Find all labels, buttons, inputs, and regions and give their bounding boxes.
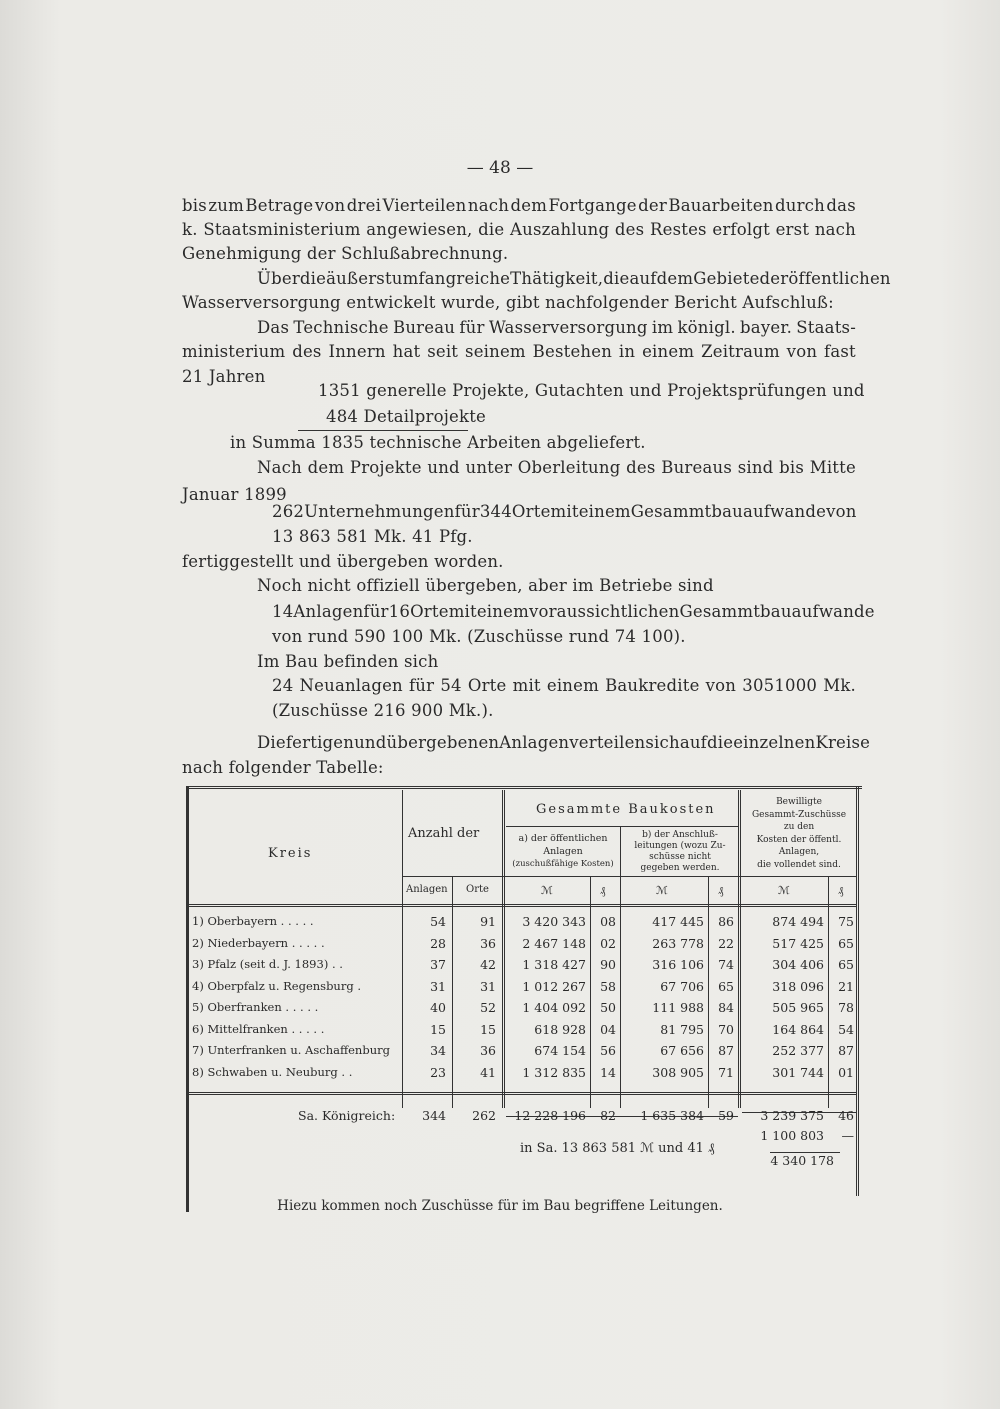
text-line-13: Januar 1899	[182, 485, 287, 504]
word: für	[459, 318, 485, 337]
distribution-table	[186, 786, 862, 1212]
head-b-line: gegeben werden.	[640, 863, 720, 873]
table-cell-b_pf: 71	[718, 1064, 734, 1080]
word: Betrage	[245, 196, 314, 215]
word: für	[409, 676, 435, 695]
table-cell-a_pf: 56	[600, 1043, 616, 1058]
unit-a-pf: ₰	[600, 884, 606, 897]
word: das	[826, 196, 856, 215]
word: Staatsministerium	[203, 220, 361, 239]
word: seinem	[465, 342, 526, 361]
word: Restes	[649, 220, 707, 239]
table-cell-z_pf: 21	[838, 978, 854, 994]
table-cell-anl: 37	[430, 957, 446, 972]
word: 3051000	[742, 676, 818, 695]
table-cell-z_m: 517 425	[772, 935, 824, 951]
word: 344	[479, 502, 512, 521]
head-b-line: schüsse nicht	[649, 852, 711, 862]
word: dem	[307, 458, 345, 477]
word: Bureaus	[661, 458, 732, 477]
table-cell-a_pf: 58	[600, 978, 616, 994]
in-summa: in Sa. 13 863 581 ℳ und 41 ₰	[520, 1141, 715, 1156]
table-cell-anl: 31	[430, 978, 446, 994]
table-cell-a_m: 1 012 267	[522, 978, 586, 994]
word: Projekte	[349, 458, 422, 477]
word: in	[618, 342, 636, 361]
word: Mk.	[823, 676, 856, 695]
text-line-12	[257, 458, 856, 477]
text-line-3: Genehmigung der Schlußabrechnung.	[182, 244, 509, 263]
table-cell-anl: 15	[430, 1021, 446, 1037]
word: Fortgange	[548, 196, 637, 215]
table-cell-a_m: 618 928	[534, 1021, 586, 1037]
word: angewiesen,	[366, 220, 473, 239]
word: unter	[465, 458, 513, 477]
table-cell-a_pf: 02	[600, 935, 616, 951]
table-cell-kreis: 1) Oberbayern . . . . .	[192, 914, 314, 928]
table-cell-z_pf: 01	[838, 1064, 854, 1080]
text-line-6	[257, 318, 856, 337]
text-line-20: Im Bau befinden sich	[257, 652, 439, 671]
word: Über	[257, 269, 300, 288]
word: mit	[512, 676, 541, 695]
table-caption: Hiezu kommen noch Zuschüsse für im Bau begriffene Leitungen.	[277, 1198, 723, 1214]
word: Bauarbeiten	[668, 196, 774, 215]
table-cell-anl: 54	[430, 914, 446, 929]
sum-rule	[298, 430, 468, 431]
col-line-a	[620, 826, 621, 1108]
word: Anlagen	[293, 602, 364, 621]
text-line-17: Noch nicht offiziell übergeben, aber im Betriebe sind	[257, 576, 714, 595]
table-cell-orte: 41	[480, 1064, 496, 1080]
word: einem	[642, 342, 695, 361]
head-anlagen: Anlagen	[406, 884, 448, 895]
word: nach	[814, 220, 856, 239]
word: öffentlichen	[788, 269, 891, 288]
word: bis	[182, 196, 207, 215]
col-line-b	[738, 790, 741, 1108]
head-orte: Orte	[466, 884, 489, 895]
head-anzahl: Anzahl der	[408, 826, 480, 841]
word: für	[363, 602, 389, 621]
word: königl.	[677, 318, 736, 337]
head-b-line: b) der Anschluß-	[642, 830, 718, 840]
word: Staats-	[796, 318, 856, 337]
text-line-1	[182, 196, 856, 215]
word: Orte	[410, 602, 449, 621]
head-b	[622, 830, 738, 874]
table-cell-z_m: 164 864	[772, 1021, 824, 1037]
text-line-19: von rund 590 100 Mk. (Zuschüsse rund 74 100).	[272, 627, 686, 646]
head-a	[506, 832, 620, 871]
table-cell-a_pf: 90	[600, 957, 616, 972]
word: Wasserversorgung	[488, 318, 648, 337]
word: von	[826, 502, 857, 521]
table-cell-z_m: 874 494	[772, 914, 824, 929]
table-cell-orte: 31	[480, 978, 496, 994]
word: bayer.	[740, 318, 793, 337]
word: fertigen	[285, 733, 355, 752]
word: nach	[467, 196, 510, 215]
table-cell-kreis: 7) Unterfranken u. Aschaffenburg	[192, 1043, 390, 1057]
total-a-pf: 82	[600, 1108, 616, 1123]
word: Die	[257, 733, 286, 752]
head-bew-line: Gesammt-Zuschüsse	[751, 809, 847, 820]
text-line-16: fertiggestellt und übergeben worden.	[182, 552, 504, 571]
word: umfangreiche	[391, 269, 511, 288]
word: k.	[182, 220, 198, 239]
table-cell-a_m: 2 467 148	[522, 935, 586, 951]
text-line-14	[272, 502, 856, 521]
table-cell-b_m: 417 445	[652, 914, 704, 929]
unit-z-pf: ₰	[838, 884, 844, 897]
table-left-border	[186, 786, 189, 1212]
table-cell-a_pf: 08	[600, 914, 616, 929]
text-line-4	[257, 269, 891, 288]
table-cell-b_pf: 70	[718, 1021, 734, 1037]
word: einem	[578, 502, 631, 521]
word: für	[454, 502, 480, 521]
unit-b-pf: ₰	[718, 884, 724, 897]
text-line-9: 1351 generelle Projekte, Gutachten und Projektsprüfungen und	[318, 381, 865, 400]
table-cell-b_m: 67 706	[660, 978, 704, 994]
word: des	[614, 220, 645, 239]
word: Vierteilen	[382, 196, 467, 215]
table-right-border	[856, 786, 859, 1196]
word: Technische	[293, 318, 389, 337]
word: dem	[510, 196, 548, 215]
total-b-mark: 1 635 384	[640, 1108, 704, 1123]
word: von	[314, 196, 346, 215]
text-line-10: 484 Detailprojekte	[326, 407, 487, 426]
table-cell-z_pf: 75	[838, 914, 854, 929]
word: Baukredite	[605, 676, 700, 695]
table-cell-z_m: 304 406	[772, 957, 824, 972]
word: mit	[550, 502, 579, 521]
word: von	[705, 676, 737, 695]
table-cell-b_m: 111 988	[652, 1000, 704, 1015]
word: Zeitraum	[701, 342, 780, 361]
word: im	[651, 318, 674, 337]
row-line-body-end	[186, 1092, 856, 1095]
head-bew-line: zu den	[783, 822, 815, 832]
head-bew-line: die vollendet sind.	[757, 859, 841, 870]
word: einem	[476, 602, 529, 621]
table-cell-z_m: 318 096	[772, 978, 824, 994]
text-line-7	[182, 342, 856, 361]
table-cell-orte: 36	[480, 935, 496, 951]
table-cell-a_m: 1 312 835	[522, 1064, 586, 1080]
word: Gebiete	[693, 269, 760, 288]
table-cell-anl: 28	[430, 935, 446, 951]
table-cell-z_m: 505 965	[772, 1000, 824, 1015]
table-cell-a_pf: 50	[600, 1000, 616, 1015]
word: von	[786, 342, 818, 361]
table-cell-z_m: 301 744	[772, 1064, 824, 1080]
unit-z-mark: ℳ	[778, 884, 790, 897]
word: voraussichtlichen	[528, 602, 680, 621]
table-cell-kreis: 2) Niederbayern . . . . .	[192, 935, 325, 950]
table-cell-a_pf: 04	[600, 1021, 616, 1037]
word: Bestehen	[532, 342, 613, 361]
table-cell-a_m: 1 318 427	[522, 957, 586, 972]
word: 24	[272, 676, 294, 695]
table-cell-orte: 52	[480, 1000, 496, 1015]
text-line-2	[182, 220, 856, 239]
table-cell-z_pf: 78	[838, 1000, 854, 1015]
text-line-5: Wasserversorgung entwickelt wurde, gibt nachfolgender Bericht Aufschluß:	[182, 293, 834, 312]
table-cell-a_m: 674 154	[534, 1043, 586, 1058]
word: Innern	[328, 342, 386, 361]
word: durch	[775, 196, 825, 215]
table-cell-orte: 15	[480, 1021, 496, 1037]
word: Bureau	[393, 318, 456, 337]
table-cell-b_m: 81 795	[660, 1021, 704, 1037]
head-bewilligte	[742, 796, 856, 871]
word: Oberleitung	[517, 458, 621, 477]
text-line-22: (Zuschüsse 216 900 Mk.).	[272, 701, 494, 720]
table-cell-anl: 23	[430, 1064, 446, 1080]
word: Orte	[467, 676, 507, 695]
word: Gesammtbauaufwande	[679, 602, 875, 621]
word: Orte	[511, 502, 551, 521]
grand-total-z: 4 340 178	[770, 1153, 834, 1168]
total-orte: 262	[472, 1108, 496, 1123]
table-cell-b_m: 67 656	[660, 1043, 704, 1058]
row-line-head-end	[186, 904, 856, 907]
table-cell-b_pf: 22	[718, 935, 734, 951]
text-line-18	[272, 602, 875, 621]
total-anlagen: 344	[422, 1108, 446, 1123]
text-line-15: 13 863 581 Mk. 41 Pfg.	[272, 527, 473, 546]
word: auf	[679, 733, 707, 752]
word: äußerst	[326, 269, 392, 288]
total-b-pf: 59	[718, 1108, 734, 1123]
total-label: Sa. Königreich:	[298, 1108, 396, 1123]
word: drei	[346, 196, 382, 215]
word: erst	[775, 220, 810, 239]
word: hat	[392, 342, 421, 361]
head-bew-line: Bewilligte	[776, 797, 822, 807]
word: die	[478, 220, 505, 239]
unit-a-mark: ℳ	[541, 884, 553, 897]
word: Unternehmungen	[304, 502, 455, 521]
table-cell-b_pf: 86	[718, 914, 734, 929]
word: Kreise	[815, 733, 871, 752]
total-z-pf: 46	[838, 1108, 854, 1123]
word: der	[759, 269, 789, 288]
table-cell-kreis: 6) Mittelfranken . . . . .	[192, 1021, 325, 1036]
table-cell-b_m: 263 778	[652, 935, 704, 951]
word: und	[427, 458, 460, 477]
total-a-mark: 12 228 196	[514, 1108, 586, 1123]
table-cell-kreis: 5) Oberfranken . . . . .	[192, 1000, 319, 1014]
word: Anlagen	[499, 733, 570, 752]
word: erfolgt	[712, 220, 770, 239]
table-cell-z_pf: 65	[838, 935, 854, 951]
word: 14	[272, 602, 294, 621]
word: Gesammtbauaufwande	[630, 502, 827, 521]
table-cell-anl: 34	[430, 1043, 446, 1058]
word: zum	[208, 196, 244, 215]
word: Nach	[257, 458, 302, 477]
table-cell-kreis: 3) Pfalz (seit d. J. 1893) . .	[192, 957, 343, 971]
table-cell-kreis: 4) Oberpfalz u. Regensburg .	[192, 978, 362, 993]
table-cell-a_pf: 14	[600, 1064, 616, 1080]
word: des	[626, 458, 656, 477]
head-b-line: leitungen (wozu Zu-	[634, 841, 726, 851]
word: einzelnen	[733, 733, 816, 752]
word: ministerium	[182, 342, 286, 361]
table-cell-z_pf: 87	[838, 1043, 854, 1058]
word: 54	[440, 676, 462, 695]
head-kreis: Kreis	[268, 846, 313, 861]
word: Mitte	[809, 458, 856, 477]
word: des	[292, 342, 322, 361]
word: dem	[656, 269, 694, 288]
row-line-subhead	[402, 876, 856, 877]
table-cell-z_pf: 65	[838, 957, 854, 972]
word: Neuanlagen	[299, 676, 403, 695]
word: fast	[824, 342, 856, 361]
table-cell-z_pf: 54	[838, 1021, 854, 1037]
table-cell-orte: 42	[480, 957, 496, 972]
head-bew-line: Anlagen,	[778, 847, 820, 857]
table-cell-anl: 40	[430, 1000, 446, 1015]
table-cell-b_m: 308 905	[652, 1064, 704, 1080]
word: Thätigkeit,	[510, 269, 604, 288]
word: seit	[427, 342, 459, 361]
text-line-11: in Summa 1835 technische Arbeiten abgeliefert.	[230, 433, 646, 452]
word: bis	[779, 458, 805, 477]
head-a-line: Anlagen	[543, 846, 583, 857]
head-a-line: (zuschußfähige Kosten)	[512, 859, 614, 869]
word: der	[638, 196, 667, 215]
table-cell-b_pf: 84	[718, 1000, 734, 1015]
word: übergebenen	[386, 733, 500, 752]
text-line-24: nach folgender Tabelle:	[182, 758, 384, 777]
table-cell-a_m: 1 404 092	[522, 1000, 586, 1015]
page-number: — 48 —	[466, 158, 534, 178]
word: einem	[546, 676, 599, 695]
word: die	[706, 733, 734, 752]
word: verteilen	[569, 733, 646, 752]
extra-z-pf: —	[841, 1128, 854, 1143]
table-cell-b_pf: 74	[718, 957, 734, 972]
word: die	[603, 269, 630, 288]
word: sich	[645, 733, 680, 752]
total-z-mark: 3 239 375	[760, 1108, 824, 1123]
word: 262	[272, 502, 305, 521]
table-cell-orte: 36	[480, 1043, 496, 1058]
table-cell-b_pf: 65	[718, 978, 734, 994]
table-cell-b_m: 316 106	[652, 957, 704, 972]
text-line-21	[272, 676, 856, 695]
table-cell-kreis: 8) Schwaben u. Neuburg . .	[192, 1064, 353, 1079]
row-line-gesammte	[506, 826, 738, 827]
word: auf	[629, 269, 657, 288]
unit-b-mark: ℳ	[656, 884, 668, 897]
table-cell-a_m: 3 420 343	[522, 914, 586, 929]
word: die	[299, 269, 327, 288]
text-line-23	[257, 733, 871, 752]
text-line-8: 21 Jahren	[182, 367, 266, 386]
table-cell-orte: 91	[480, 914, 496, 929]
table-top-rule	[186, 786, 862, 789]
table-cell-b_pf: 87	[718, 1043, 734, 1058]
extra-z-mark: 1 100 803	[760, 1128, 824, 1143]
word: sind	[737, 458, 774, 477]
word: mit	[448, 602, 477, 621]
head-gesammte: Gesammte Baukosten	[536, 802, 716, 817]
word: Das	[257, 318, 290, 337]
word: 16	[388, 602, 411, 621]
table-cell-z_m: 252 377	[772, 1043, 824, 1058]
word: und	[354, 733, 387, 752]
word: Auszahlung	[510, 220, 610, 239]
head-bew-line: Kosten der öffentl.	[756, 834, 842, 845]
head-a-line: a) der öffentlichen	[518, 833, 608, 844]
